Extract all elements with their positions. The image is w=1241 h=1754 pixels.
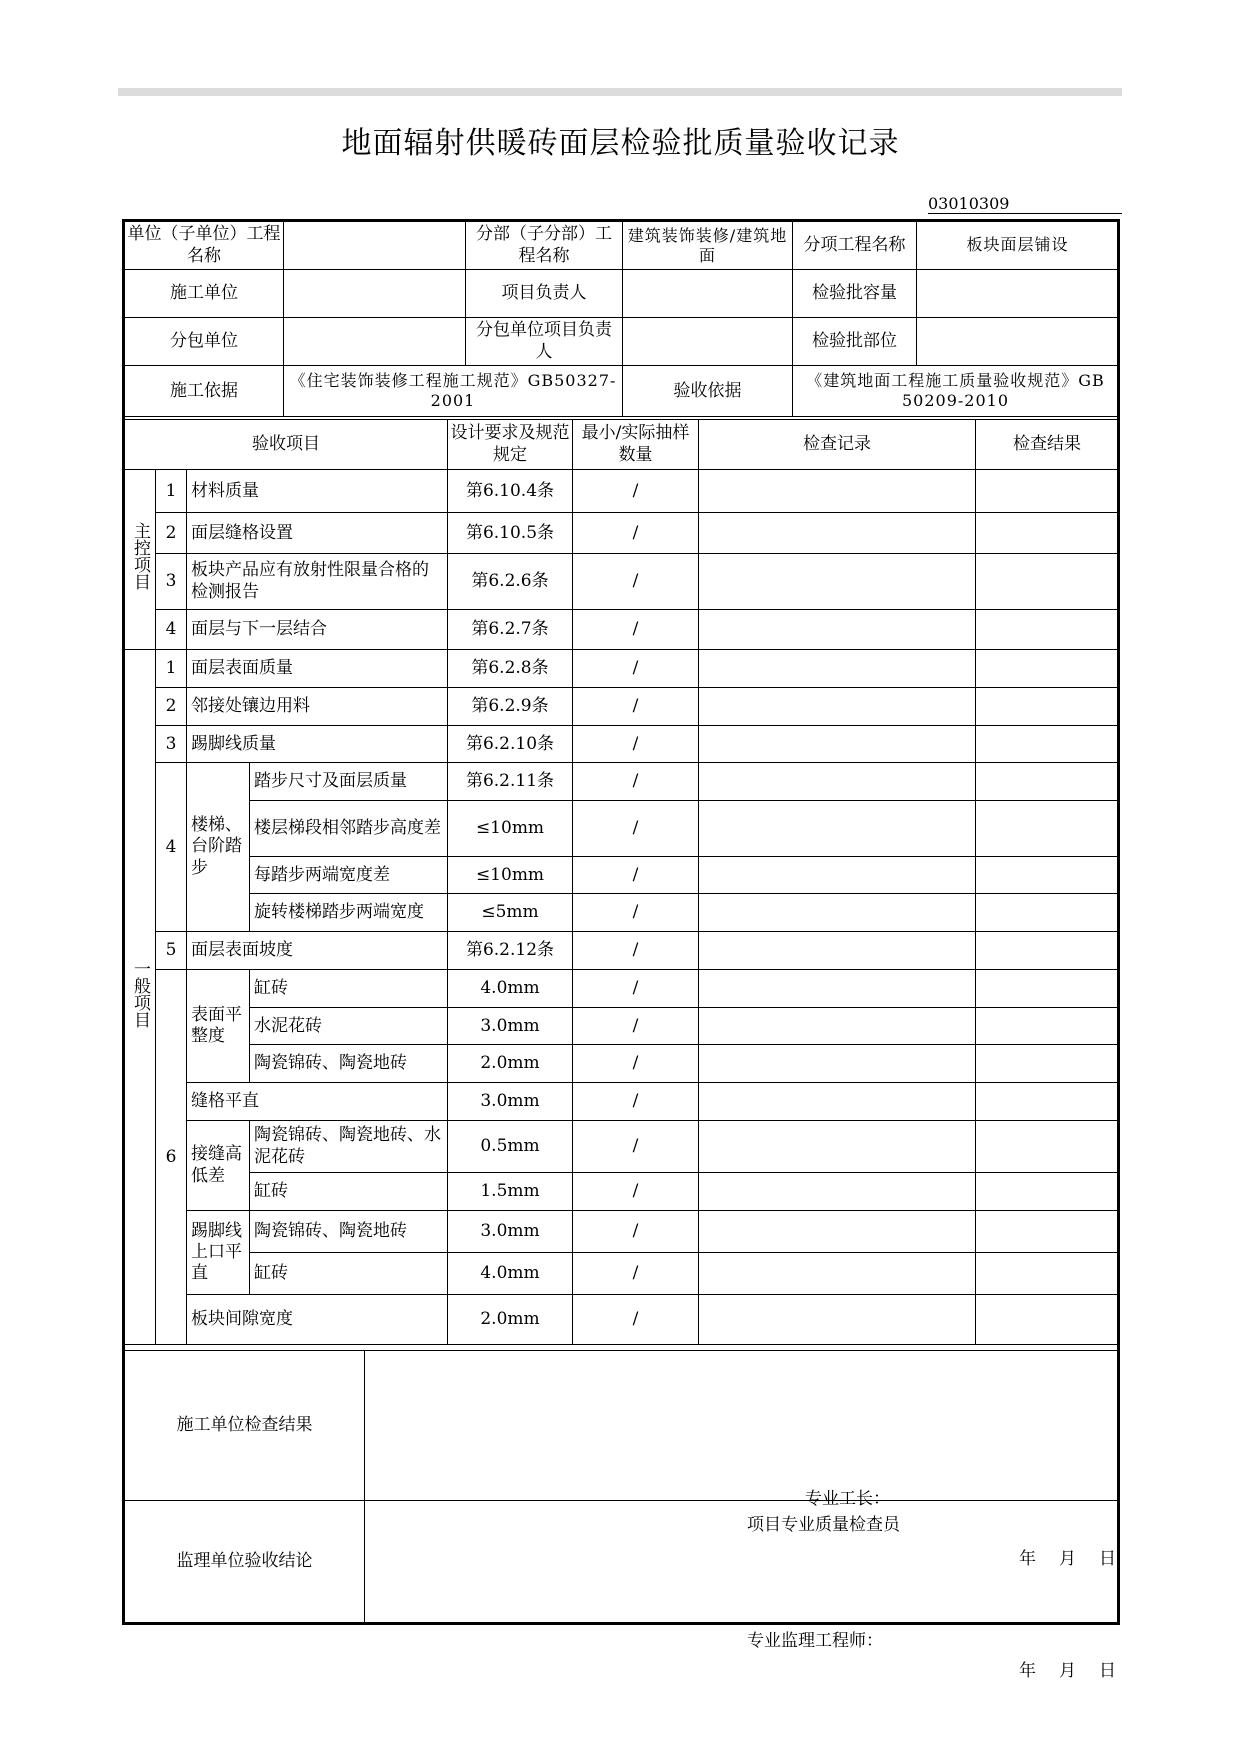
- check-record[interactable]: [699, 513, 976, 554]
- check-result[interactable]: [976, 1083, 1119, 1121]
- item-label: 面层表面质量: [187, 650, 448, 688]
- subcontractor-label: 分包单位: [125, 318, 284, 366]
- year-label: 年: [1019, 1548, 1036, 1569]
- subcontractor-value[interactable]: [284, 318, 466, 366]
- sample-count[interactable]: /: [573, 726, 699, 763]
- requirement: 第6.2.9条: [448, 688, 573, 726]
- check-record[interactable]: [699, 1008, 976, 1045]
- table-row: [125, 1253, 1119, 1295]
- col-result-header: 检查结果: [976, 420, 1119, 470]
- acceptance-basis-value[interactable]: 《建筑地面工程施工质量验收规范》GB 50209-2010: [793, 366, 1119, 417]
- check-result[interactable]: [976, 1253, 1119, 1295]
- item-label: 面层缝格设置: [187, 513, 448, 554]
- requirement: 2.0mm: [448, 1045, 573, 1083]
- check-result[interactable]: [976, 650, 1119, 688]
- item-label: 材料质量: [187, 470, 448, 513]
- basis-value[interactable]: 《住宅装饰装修工程施工规范》GB50327-2001: [284, 366, 623, 417]
- requirement: 第6.2.6条: [448, 554, 573, 610]
- sample-count[interactable]: /: [573, 857, 699, 894]
- table-row: [125, 970, 1119, 1008]
- item-label: 踏步尺寸及面层质量: [250, 763, 448, 801]
- col-sample-header: 最小/实际抽样数量: [573, 420, 699, 470]
- sample-count[interactable]: /: [573, 1173, 699, 1211]
- sample-count[interactable]: /: [573, 894, 699, 932]
- table-row: [125, 1211, 1119, 1253]
- table-row: [125, 801, 1119, 857]
- day-label: 日: [1099, 1660, 1116, 1681]
- requirement: ≤10mm: [448, 801, 573, 857]
- sample-count[interactable]: /: [573, 932, 699, 970]
- engineer-label: 专业监理工程师：: [747, 1630, 883, 1651]
- requirement: 4.0mm: [448, 970, 573, 1008]
- sample-count[interactable]: /: [573, 513, 699, 554]
- check-record[interactable]: [699, 1045, 976, 1083]
- check-result[interactable]: [976, 470, 1119, 513]
- requirement: ≤10mm: [448, 857, 573, 894]
- table-row: [125, 932, 1119, 970]
- joint-group-label: 接缝高低差: [187, 1121, 250, 1211]
- division-value[interactable]: 建筑装饰装修/建筑地面: [623, 222, 793, 270]
- acceptance-basis-label: 验收依据: [623, 366, 793, 417]
- check-record[interactable]: [699, 932, 976, 970]
- main-control-label: 主控项目: [125, 470, 156, 650]
- table-row: [125, 1121, 1119, 1173]
- check-record[interactable]: [699, 1295, 976, 1345]
- check-result[interactable]: [976, 1008, 1119, 1045]
- requirement: 3.0mm: [448, 1083, 573, 1121]
- sub-pm-label: 分包单位项目负责人: [466, 318, 623, 366]
- col-item-header: 验收项目: [125, 420, 448, 470]
- sample-count[interactable]: /: [573, 1211, 699, 1253]
- table-row: [125, 1008, 1119, 1045]
- row-no: 6: [156, 970, 187, 1345]
- check-record[interactable]: [699, 970, 976, 1008]
- requirement: 3.0mm: [448, 1008, 573, 1045]
- check-record[interactable]: [699, 1211, 976, 1253]
- requirement: 第6.2.10条: [448, 726, 573, 763]
- item-label: 水泥花砖: [250, 1008, 448, 1045]
- requirement: 第6.2.8条: [448, 650, 573, 688]
- check-result[interactable]: [976, 763, 1119, 801]
- item-label: 缸砖: [250, 970, 448, 1008]
- table-row: [125, 857, 1119, 894]
- sample-count[interactable]: /: [573, 1008, 699, 1045]
- check-result[interactable]: [976, 513, 1119, 554]
- check-result[interactable]: [976, 857, 1119, 894]
- sample-count[interactable]: /: [573, 1295, 699, 1345]
- row-no: 4: [156, 610, 187, 650]
- sub-pm-value[interactable]: [623, 318, 793, 366]
- requirement: 第6.2.7条: [448, 610, 573, 650]
- check-result[interactable]: [976, 1211, 1119, 1253]
- item-label: 旋转楼梯踏步两端宽度: [250, 894, 448, 932]
- flatness-group-label: 表面平整度: [187, 970, 250, 1083]
- subitem-value[interactable]: 板块面层铺设: [917, 222, 1119, 270]
- check-record[interactable]: [699, 857, 976, 894]
- check-result[interactable]: [976, 688, 1119, 726]
- item-label: 楼层梯段相邻踏步高度差: [250, 801, 448, 857]
- check-record[interactable]: [699, 470, 976, 513]
- skirting-group-label: 踢脚线上口平直: [187, 1211, 250, 1295]
- location-value[interactable]: [917, 318, 1119, 366]
- division-label: 分部（子分部）工程名称: [466, 222, 623, 270]
- check-result[interactable]: [976, 1295, 1119, 1345]
- year-label: 年: [1019, 1660, 1036, 1681]
- col-record-header: 检查记录: [699, 420, 976, 470]
- col-requirement-header: 设计要求及规范规定: [448, 420, 573, 470]
- requirement: 第6.10.4条: [448, 470, 573, 513]
- requirement: 0.5mm: [448, 1121, 573, 1173]
- requirement: 第6.10.5条: [448, 513, 573, 554]
- item-label: 板块间隙宽度: [187, 1295, 448, 1345]
- check-result[interactable]: [976, 610, 1119, 650]
- supervisor-label: 监理单位验收结论: [125, 1501, 365, 1623]
- table-row: [125, 1083, 1119, 1121]
- row-no: 2: [156, 513, 187, 554]
- sample-count[interactable]: /: [573, 470, 699, 513]
- check-result[interactable]: [976, 932, 1119, 970]
- month-label: 月: [1059, 1660, 1076, 1681]
- item-label: 踢脚线质量: [187, 726, 448, 763]
- location-label: 检验批部位: [793, 318, 917, 366]
- item-label: 陶瓷锦砖、陶瓷地砖: [250, 1211, 448, 1253]
- page-title: 地面辐射供暖砖面层检验批质量验收记录: [341, 126, 900, 161]
- sample-count[interactable]: /: [573, 650, 699, 688]
- header-table: [124, 221, 1119, 417]
- row-no: 4: [156, 763, 187, 932]
- requirement: 2.0mm: [448, 1295, 573, 1345]
- row-no: 3: [156, 726, 187, 763]
- table-row: [125, 1045, 1119, 1083]
- subitem-label: 分项工程名称: [793, 222, 917, 270]
- check-record[interactable]: [699, 763, 976, 801]
- check-result[interactable]: [976, 894, 1119, 932]
- sample-count[interactable]: /: [573, 1045, 699, 1083]
- check-record[interactable]: [699, 801, 976, 857]
- contractor-check-area[interactable]: [365, 1351, 1119, 1569]
- check-result[interactable]: [976, 1173, 1119, 1211]
- check-record[interactable]: [699, 1253, 976, 1295]
- sample-count[interactable]: /: [573, 1083, 699, 1121]
- contractor-check-label: 施工单位检查结果: [125, 1351, 365, 1501]
- check-result[interactable]: [976, 554, 1119, 610]
- capacity-label: 检验批容量: [793, 270, 917, 318]
- item-label: 缸砖: [250, 1173, 448, 1211]
- table-row: [125, 763, 1119, 801]
- basis-label: 施工依据: [125, 366, 284, 417]
- sample-count[interactable]: /: [573, 970, 699, 1008]
- requirement: 3.0mm: [448, 1211, 573, 1253]
- table-row: [125, 610, 1119, 650]
- row-no: 5: [156, 932, 187, 970]
- requirement: 第6.2.12条: [448, 932, 573, 970]
- item-label: 邻接处镶边用料: [187, 688, 448, 726]
- requirement: 第6.2.11条: [448, 763, 573, 801]
- item-label: 缸砖: [250, 1253, 448, 1295]
- table-row: [125, 554, 1119, 610]
- check-record[interactable]: [699, 726, 976, 763]
- check-record[interactable]: [699, 688, 976, 726]
- item-label: 缝格平直: [187, 1083, 448, 1121]
- sample-count[interactable]: /: [573, 554, 699, 610]
- check-result[interactable]: [976, 726, 1119, 763]
- check-record[interactable]: [699, 1121, 976, 1173]
- supervisor-conclusion-area[interactable]: [365, 1501, 1119, 1681]
- item-label: 板块产品应有放射性限量合格的检测报告: [187, 554, 448, 610]
- item-label: 面层与下一层结合: [187, 610, 448, 650]
- unit-value[interactable]: [284, 222, 466, 270]
- general-label: 一般项目: [125, 650, 156, 1345]
- requirement: ≤5mm: [448, 894, 573, 932]
- sample-count[interactable]: /: [573, 801, 699, 857]
- stairs-group-label: 楼梯、台阶踏步: [187, 763, 250, 932]
- check-result[interactable]: [976, 801, 1119, 857]
- sample-count[interactable]: /: [573, 1253, 699, 1295]
- item-label: 陶瓷锦砖、陶瓷地砖、水泥花砖: [250, 1121, 448, 1173]
- document-code: 03010309: [928, 194, 1122, 214]
- foreman-label: 专业工长：: [805, 1488, 890, 1509]
- table-row: [125, 1173, 1119, 1211]
- requirement: 4.0mm: [448, 1253, 573, 1295]
- day-label: 日: [1099, 1548, 1116, 1569]
- check-record[interactable]: [699, 610, 976, 650]
- capacity-value[interactable]: [917, 270, 1119, 318]
- contractor-value[interactable]: [284, 270, 466, 318]
- check-result[interactable]: [976, 1121, 1119, 1173]
- check-record[interactable]: [699, 650, 976, 688]
- sample-count[interactable]: /: [573, 688, 699, 726]
- sample-count[interactable]: /: [573, 763, 699, 801]
- table-row: [125, 650, 1119, 688]
- unit-label: 单位（子单位）工程名称: [125, 222, 284, 270]
- top-divider: [118, 88, 1122, 96]
- table-row: [125, 513, 1119, 554]
- contractor-label: 施工单位: [125, 270, 284, 318]
- row-no: 1: [156, 650, 187, 688]
- sample-count[interactable]: /: [573, 1121, 699, 1173]
- table-row: [125, 688, 1119, 726]
- inspection-table: [124, 419, 1119, 1345]
- check-record[interactable]: [699, 554, 976, 610]
- qc-inspector-label: 项目专业质量检查员: [747, 1514, 900, 1535]
- check-record[interactable]: [699, 894, 976, 932]
- check-result[interactable]: [976, 970, 1119, 1008]
- pm-label: 项目负责人: [466, 270, 623, 318]
- table-row: [125, 726, 1119, 763]
- row-no: 2: [156, 688, 187, 726]
- table-row: [125, 894, 1119, 932]
- check-result[interactable]: [976, 1045, 1119, 1083]
- sample-count[interactable]: /: [573, 610, 699, 650]
- requirement: 1.5mm: [448, 1173, 573, 1211]
- row-no: 3: [156, 554, 187, 610]
- pm-value[interactable]: [623, 270, 793, 318]
- item-label: 面层表面坡度: [187, 932, 448, 970]
- signature-table: [124, 1350, 1119, 1681]
- table-row: [125, 1295, 1119, 1345]
- check-record[interactable]: [699, 1173, 976, 1211]
- month-label: 月: [1059, 1548, 1076, 1569]
- item-label: 每踏步两端宽度差: [250, 857, 448, 894]
- row-no: 1: [156, 470, 187, 513]
- check-record[interactable]: [699, 1083, 976, 1121]
- table-row: [125, 470, 1119, 513]
- item-label: 陶瓷锦砖、陶瓷地砖: [250, 1045, 448, 1083]
